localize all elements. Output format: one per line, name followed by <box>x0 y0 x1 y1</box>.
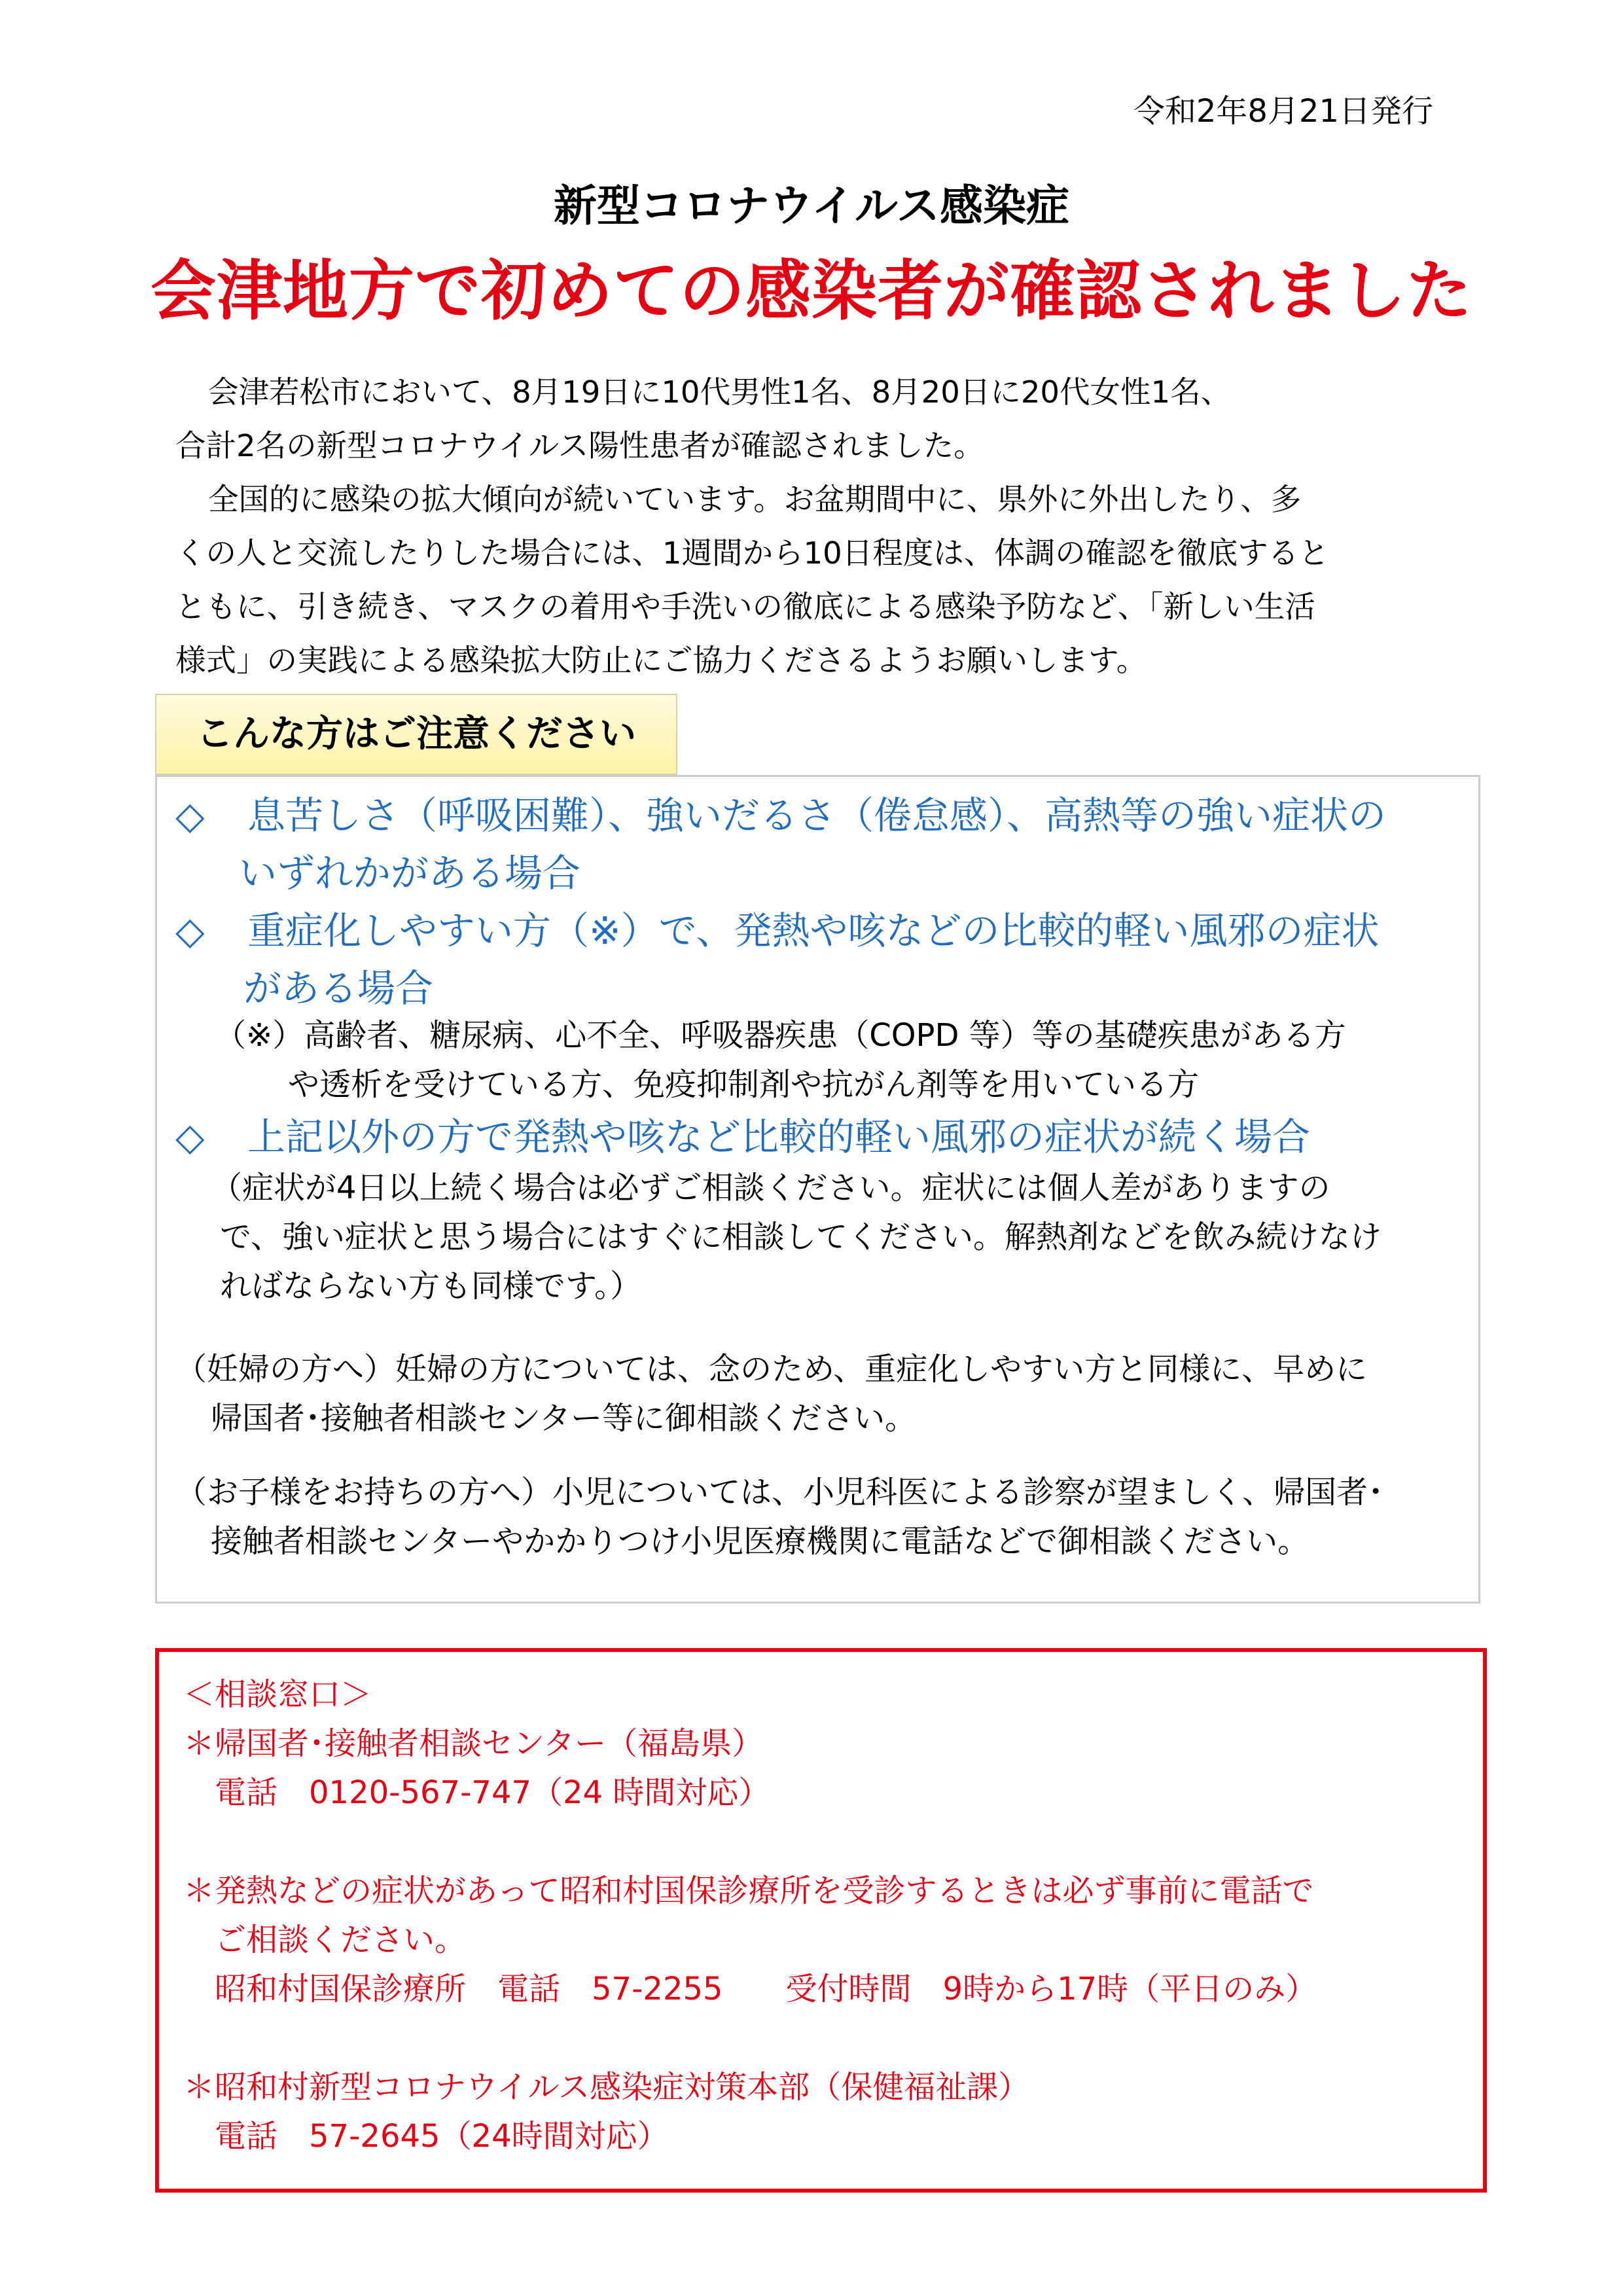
caution-item-3-note: で、強い症状と思う場合にはすぐに相談してください。解熱剤などを飲み続けなけ <box>220 1219 1382 1255</box>
children-note-continued: 接触者相談センターやかかりつけ小児医療機関に電話などで御相談ください。 <box>211 1523 1310 1560</box>
caution-item-1-text: 息苦しさ（呼吸困難）、強いだるさ（倦怠感）、高熱等の強い症状の <box>247 793 1387 838</box>
intro-line: ともに、引き続き、マスクの着用や手洗いの徹底による感染予防など、「新しい生活 <box>175 589 1315 624</box>
children-note: （お子様をお持ちの方へ）小児については、小児科医による診察が望ましく、帰国者･ <box>175 1474 1384 1511</box>
contact-heading: ＜相談窓口＞ <box>183 1676 372 1713</box>
contact-clinic-line: ＊発熱などの症状があって昭和村国保診療所を受診するときは必ず事前に電話で <box>183 1873 1314 1909</box>
pregnant-note: （妊婦の方へ）妊婦の方については、念のため、重症化しやすい方と同様に、早めに <box>175 1351 1368 1388</box>
intro-paragraph <box>175 365 1458 687</box>
intro-line: 全国的に感染の拡大傾向が続いています。お盆期間中に、県外に外出したり、多 <box>208 482 1302 517</box>
caution-item-1-continued: いずれかがある場合 <box>239 851 581 895</box>
contact-hq-name: ＊昭和村新型コロナウイルス感染症対策本部（保健福祉課） <box>183 2069 1030 2106</box>
diamond-bullet-icon: ◇ <box>175 793 205 838</box>
caution-tab: こんな方はご注意ください <box>155 694 677 775</box>
issue-date: 令和2年8月21日発行 <box>1133 93 1433 130</box>
intro-line: 合計2名の新型コロナウイルス陽性患者が確認されました。 <box>175 428 984 463</box>
caution-item-2-text: 重症化しやすい方（※）で、発熱や咳などの比較的軽い風邪の症状 <box>247 908 1380 953</box>
contact-hq-phone: 電話 57-2645（24時間対応） <box>183 2118 669 2155</box>
caution-item-3-text: 上記以外の方で発熱や咳など比較的軽い風邪の症状が続く場合 <box>247 1115 1311 1159</box>
diamond-bullet-icon: ◇ <box>175 908 205 953</box>
caution-item-3 <box>175 1108 1310 1166</box>
contact-center-name: ＊帰国者･接触者相談センター（福島県） <box>183 1725 764 1762</box>
document-subtitle: 新型コロナウイルス感染症 <box>553 181 1070 231</box>
caution-item-1 <box>175 787 1386 844</box>
risk-note: （※）高齢者、糖尿病、心不全、呼吸器疾患（COPD 等）等の基礎疾患がある方 <box>215 1017 1346 1054</box>
risk-note-continued: や透析を受けている方、免疫抑制剤や抗がん剤等を用いている方 <box>288 1066 1200 1103</box>
intro-line: くの人と交流したりした場合には、1週間から10日程度は、体調の確認を徹底すると <box>175 535 1329 571</box>
intro-line: 会津若松市において、8月19日に10代男性1名、8月20日に20代女性1名、 <box>208 374 1232 410</box>
contact-clinic-line: ご相談ください。 <box>183 1922 467 1958</box>
intro-line: 様式」の実践による感染拡大防止にご協力くださるようお願いします。 <box>175 643 1147 678</box>
caution-item-3-note: ればならない方も同様です。） <box>220 1268 642 1304</box>
contact-clinic-phone: 昭和村国保診療所 電話 57-2255 受付時間 9時から17時（平日のみ） <box>183 1971 1317 2007</box>
caution-item-2 <box>175 902 1379 960</box>
document-headline: 会津地方で初めての感染者が確認されました <box>151 253 1472 329</box>
contact-center-phone: 電話 0120-567-747（24 時間対応） <box>183 1774 770 1811</box>
diamond-bullet-icon: ◇ <box>175 1115 205 1159</box>
caution-item-3-note: （症状が4日以上続く場合は必ずご相談ください。症状には個人差がありますの <box>211 1170 1330 1206</box>
caution-item-2-continued: がある場合 <box>243 966 434 1011</box>
pregnant-note-continued: 帰国者･接触者相談センター等に御相談ください。 <box>211 1400 917 1437</box>
